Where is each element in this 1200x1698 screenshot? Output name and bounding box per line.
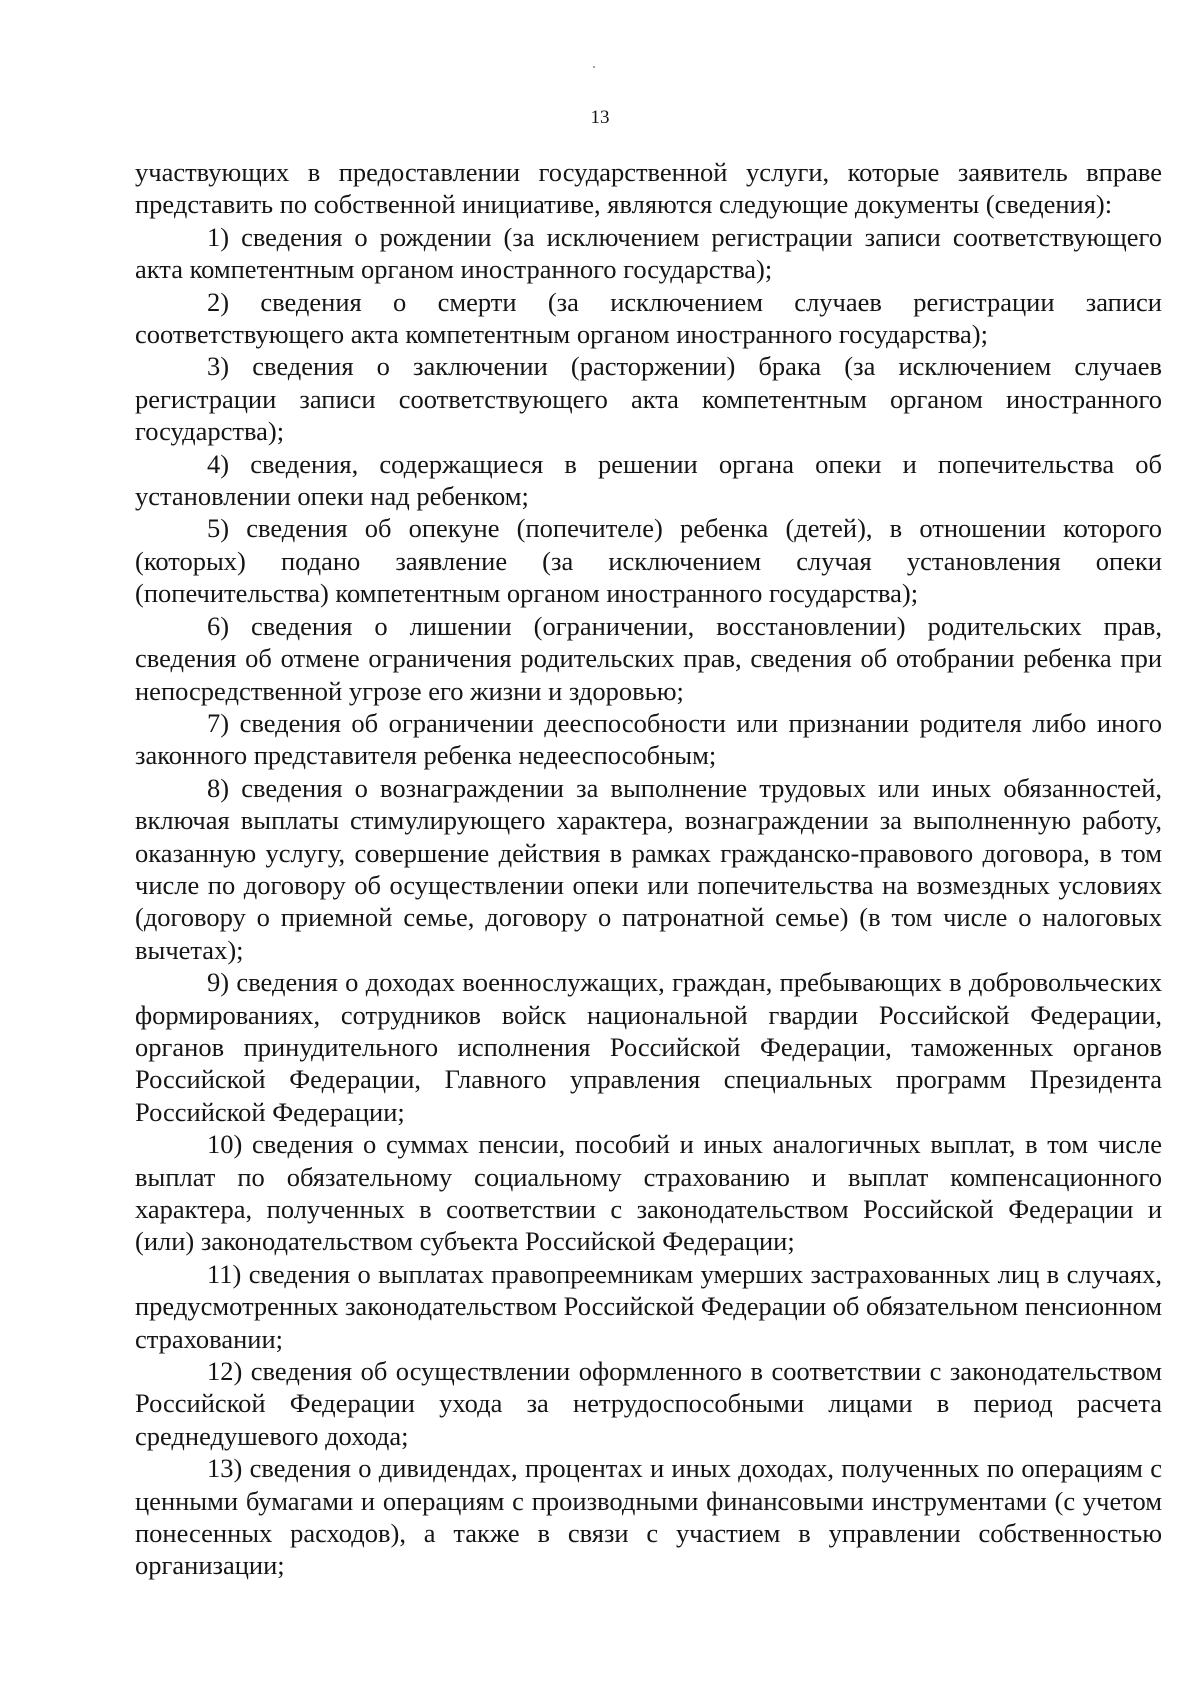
list-item-4: 4) сведения, содержащиеся в решении органа опеки и попечительства об установлении опеки над ребенком; [135,448,1162,512]
scan-speck [593,66,595,68]
list-item-13: 13) сведения о дивидендах, процентах и иных доходах, полученных по операциям с ценными бумагами и операциям с производными финансовыми инструментами (с учетом понесенных расходов), а также в связи с участием в управлении собственностью организации; [135,1453,1162,1581]
list-item-8: 8) сведения о вознаграждении за выполнение трудовых или иных обязанностей, включая выплаты стимулирующего характера, вознаграждении за выполненную работу, оказанную услугу, совершение действия в рамках гражданско-правового договора, в том числе по договору об осуществлении опеки или попечительства на возмездных условиях (договору о приемной семье, договору о патронатной семье) (в том числе о налоговых вычетах); [135,772,1162,965]
intro-paragraph: участвующих в предоставлении государственной услуги, которые заявитель вправе представить по собственной инициативе, являются следующие документы (сведения): [135,157,1162,220]
list-item-12: 12) сведения об осуществлении оформленного в соответствии с законодательством Российской Федерации ухода за нетрудоспособными лицами в период расчета среднедушевого дохода; [135,1356,1162,1451]
document-body [135,156,1162,1582]
list-item-9: 9) сведения о доходах военнослужащих, граждан, пребывающих в добровольческих формированиях, сотрудников войск национальной гвардии Российской Федерации, органов принудительного исполнения Российской Федерации, таможенных органов Российской Федерации, Главного управления специальных программ Президента Российской Федерации; [135,967,1162,1127]
list-item-6: 6) сведения о лишении (ограничении, восстановлении) родительских прав, сведения об отмене ограничения родительских прав, сведения об отобрании ребенка при непосредственной угрозе его жизни и здоровью; [135,610,1162,706]
list-item-11: 11) сведения о выплатах правопреемникам умерших застрахованных лиц в случаях, предусмотренных законодательством Российской Федерации об обязательном пенсионном страховании; [135,1258,1163,1354]
list-item-3: 3) сведения о заключении (расторжении) брака (за исключением случаев регистрации записи соответствующего акта компетентным органом иностранного государства); [135,351,1162,447]
list-item-10: 10) сведения о суммах пенсии, пособий и иных аналогичных выплат, в том числе выплат по обязательному социальному страхованию и выплат компенсационного характера, полученных в соответствии с законодательством Российской Федерации и (или) законодательством субъекта Российской Федерации; [135,1129,1162,1257]
page-number: 13 [590,107,610,128]
list-item-2: 2) сведения о смерти (за исключением случаев регистрации записи соответствующего акта компетентным органом иностранного государства); [135,286,1162,350]
list-item-5: 5) сведения об опекуне (попечителе) ребенка (детей), в отношении которого (которых) подано заявление (за исключением случая установления опеки (попечительства) компетентным органом иностранного государства); [135,513,1162,609]
list-item-1: 1) сведения о рождении (за исключением регистрации записи соответствующего акта компетентным органом иностранного государства); [135,221,1162,285]
list-item-7: 7) сведения об ограничении дееспособности или признании родителя либо иного законного представителя ребенка недееспособным; [135,707,1162,771]
